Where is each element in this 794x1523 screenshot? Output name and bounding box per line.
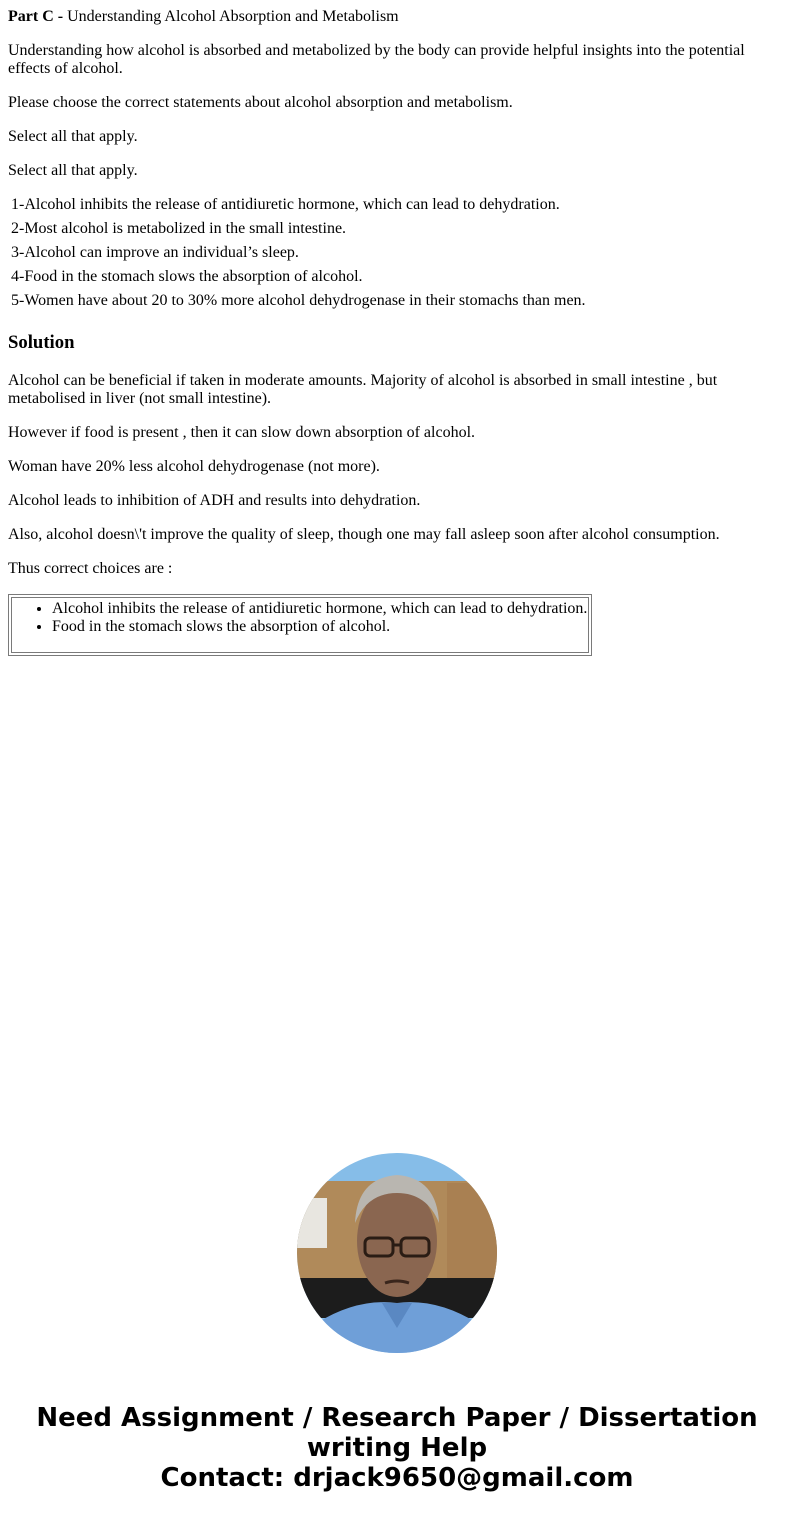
- promo-line: Need Assignment / Research Paper / Dissertation: [36, 1403, 758, 1433]
- contact-email: Contact: drjack9650@gmail.com: [160, 1463, 634, 1493]
- correct-answer-item: • Alcohol inhibits the release of antidiuretic hormone, which can lead to dehydration.: [52, 600, 588, 618]
- options-table: [8, 192, 589, 314]
- option-text: 5-Women have about 20 to 30% more alcohol dehydrogenase in their stomachs than men.: [11, 292, 586, 309]
- option-text: 4-Food in the stomach slows the absorption of alcohol.: [11, 268, 363, 285]
- option-row: [10, 194, 587, 216]
- option-row: [10, 218, 587, 240]
- question-title: [8, 8, 786, 26]
- document-content: [8, 8, 786, 656]
- correct-answers-box: [8, 594, 592, 656]
- question-prompt: Please choose the correct statements about alcohol absorption and metabolism.: [8, 94, 513, 111]
- solution-paragraph: Alcohol leads to inhibition of ADH and results into dehydration.: [8, 492, 421, 509]
- solution-paragraph: Thus correct choices are :: [8, 560, 173, 577]
- question-intro: Understanding how alcohol is absorbed and metabolized by the body can provide helpful insights into the potential effects of alcohol.: [8, 42, 745, 77]
- option-row: [10, 266, 587, 288]
- solution-paragraph: Woman have 20% less alcohol dehydrogenase (not more).: [8, 458, 380, 475]
- instruction-text: Select all that apply.: [8, 162, 138, 179]
- instruction-text: Select all that apply.: [8, 128, 138, 145]
- author-avatar: [297, 1153, 497, 1353]
- option-text: 1-Alcohol inhibits the release of antidiuretic hormone, which can lead to dehydration.: [11, 196, 560, 213]
- title-text: Understanding Alcohol Absorption and Metabolism: [67, 8, 399, 25]
- avatar-portrait-icon: [297, 1153, 497, 1353]
- correct-answers-inner: [11, 597, 589, 653]
- option-row: [10, 290, 587, 312]
- solution-heading: Solution: [8, 332, 75, 353]
- option-text: 2-Most alcohol is metabolized in the small intestine.: [11, 220, 347, 237]
- promo-line: writing Help: [306, 1433, 488, 1463]
- option-row: [10, 242, 587, 264]
- option-text: 3-Alcohol can improve an individual’s sleep.: [11, 244, 299, 261]
- solution-paragraph: Alcohol can be beneficial if taken in moderate amounts. Majority of alcohol is absorbed in small intestine , but metabolised in liver (not small intestine).: [8, 372, 718, 407]
- correct-answers-list: [12, 600, 588, 636]
- correct-answer-item: • Food in the stomach slows the absorption of alcohol.: [52, 618, 588, 636]
- promo-footer: [0, 1403, 794, 1493]
- part-label: Part C -: [8, 8, 64, 25]
- solution-paragraph: However if food is present , then it can slow down absorption of alcohol.: [8, 424, 476, 441]
- solution-paragraph: Also, alcohol doesn\'t improve the quality of sleep, though one may fall asleep soon after alcohol consumption.: [8, 526, 720, 543]
